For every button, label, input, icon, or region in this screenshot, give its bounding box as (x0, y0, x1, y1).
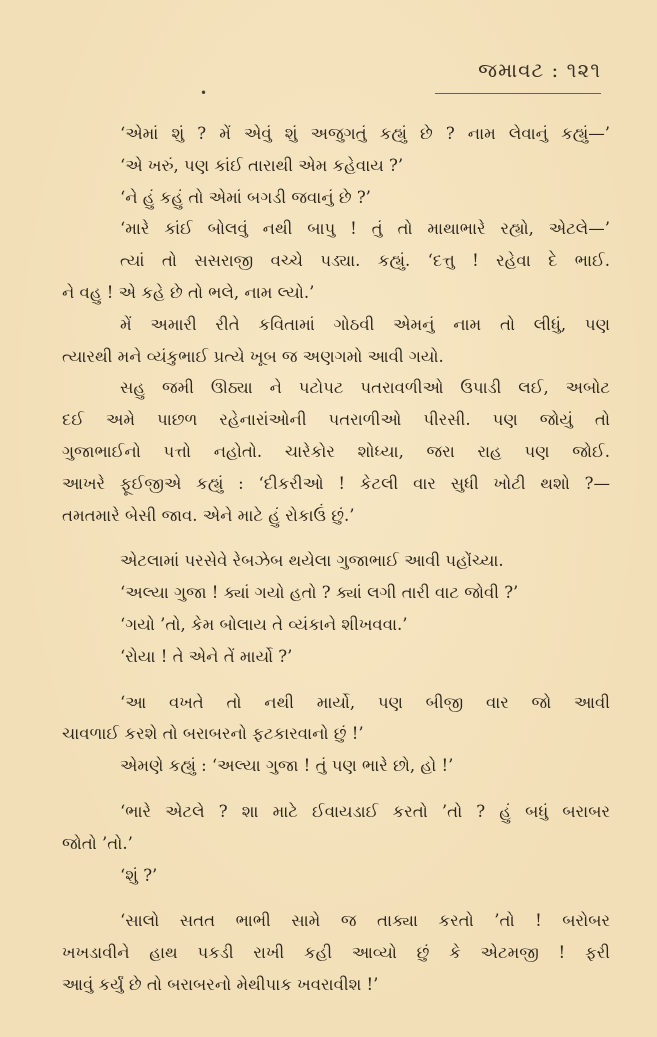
text-line: જોતો ’તો.’ (62, 833, 133, 853)
paragraph-gap (62, 782, 610, 796)
text-line: આવું કર્યું છે તો બરાબરનો મેથીપાક ખવરાવીશ !’ (62, 974, 379, 994)
paragraph-gap (62, 673, 610, 687)
print-mark: • (200, 86, 208, 100)
text-line: ‘આ વખતે તો નથી માર્યો, પણ બીજી વાર જો આવી (120, 692, 610, 712)
text-line: સહુ જમી ઊઠ્યા ને પટોપટ પતરાવળીઓ ઉપાડી લઈ, અબોટ (120, 378, 610, 398)
text-line: દઈ અમે પાછળ રહેનારાંઓની પતરાળીઓ પીરસી. પણ જોયું તો (62, 410, 610, 430)
text-line: ને વહુ ! એ કહે છે તો ભલે, નામ લ્યો.’ (62, 282, 315, 302)
text-line: ‘એ ખરું, પણ કાંઈ તારાથી એમ કહેવાય ?’ (120, 155, 404, 175)
text-line: ‘શું ?’ (120, 865, 158, 885)
text-line: ત્યાં તો સસરાજી વચ્ચે પડ્યા. કહ્યું. ‘દત્તુ ! રહેવા દે ભાઈ. (120, 251, 610, 271)
text-line: ત્યારથી મને વ્યંકુભાઈ પ્રત્યે ખૂબ જ અણગમો આવી ગયો. (62, 346, 444, 366)
text-line: ‘એમાં શું ? મેં એવું શું અજુગતું કહ્યું છે ? નામ લેવાનું કહ્યું—’ (120, 124, 610, 143)
text-line: ‘મારે કાંઈ બોલવું નથી બાપુ ! તું તો માથાભારે રહ્યો, એટલે—’ (120, 219, 610, 239)
text-line: તમતમારે બેસી જાવ. એને માટે હું રોકાઉં છું.’ (62, 505, 355, 525)
text-line: ‘ને હું કહું તો એમાં બગડી જવાનું છે ?’ (120, 187, 371, 207)
text-line: ‘અલ્યા ગુજા ! ક્યાં ગયો હતો ? ક્યાં લગી તારી વાટ જોવી ?’ (120, 583, 519, 603)
text-line: ખખડાવીને હાથ પકડી રાખી કહી આવ્યો છું કે એટમજી ! ફરી (62, 943, 610, 963)
text-line: ‘રોયા ! તે એને તેં માર્યો ?’ (120, 646, 293, 666)
text-line: ગુજાભાઈનો પત્તો નહોતો. ચારેકોર શોધ્યા, જરા રાહ પણ જોઈ. (62, 441, 610, 461)
paragraph-gap (62, 531, 610, 545)
text-line: ‘સાલો સતત ભાભી સામે જ તાક્યા કરતો ’તો ! બરોબર (120, 911, 610, 931)
running-header: જમાવટ : ૧૨૧ (478, 58, 601, 82)
page-body (62, 118, 610, 1001)
text-line: એમણે કહ્યું : ‘અલ્યા ગુજા ! તું પણ ભારે છો, હો !’ (120, 756, 454, 776)
text-line: મેં અમારી રીતે કવિતામાં ગોઠવી એમનું નામ તો લીધું, પણ (120, 314, 610, 334)
header-underline (435, 93, 601, 94)
text-line: ‘ગયો ’તો, કેમ બોલાય તે વ્યંકાને શીખવવા.’ (120, 614, 408, 634)
text-line: આખરે ફૂઈજીએ કહ્યું : ‘દીકરીઓ ! કેટલી વાર સુધી ખોટી થશો ?— (62, 473, 610, 493)
text-line: એટલામાં પરસેવે રેબઝેબ થયેલા ગુજાભાઈ આવી પહોંચ્યા. (120, 551, 504, 571)
text-line: ‘ભારે એટલે ? શા માટે ઈવાયડાઈ કરતો ’તો ? હું બધું બરાબર (120, 801, 610, 821)
paragraph-gap (62, 891, 610, 905)
text-line: ચાવળાઈ કરશે તો બરાબરનો ફટકારવાનો છું !’ (62, 724, 364, 744)
